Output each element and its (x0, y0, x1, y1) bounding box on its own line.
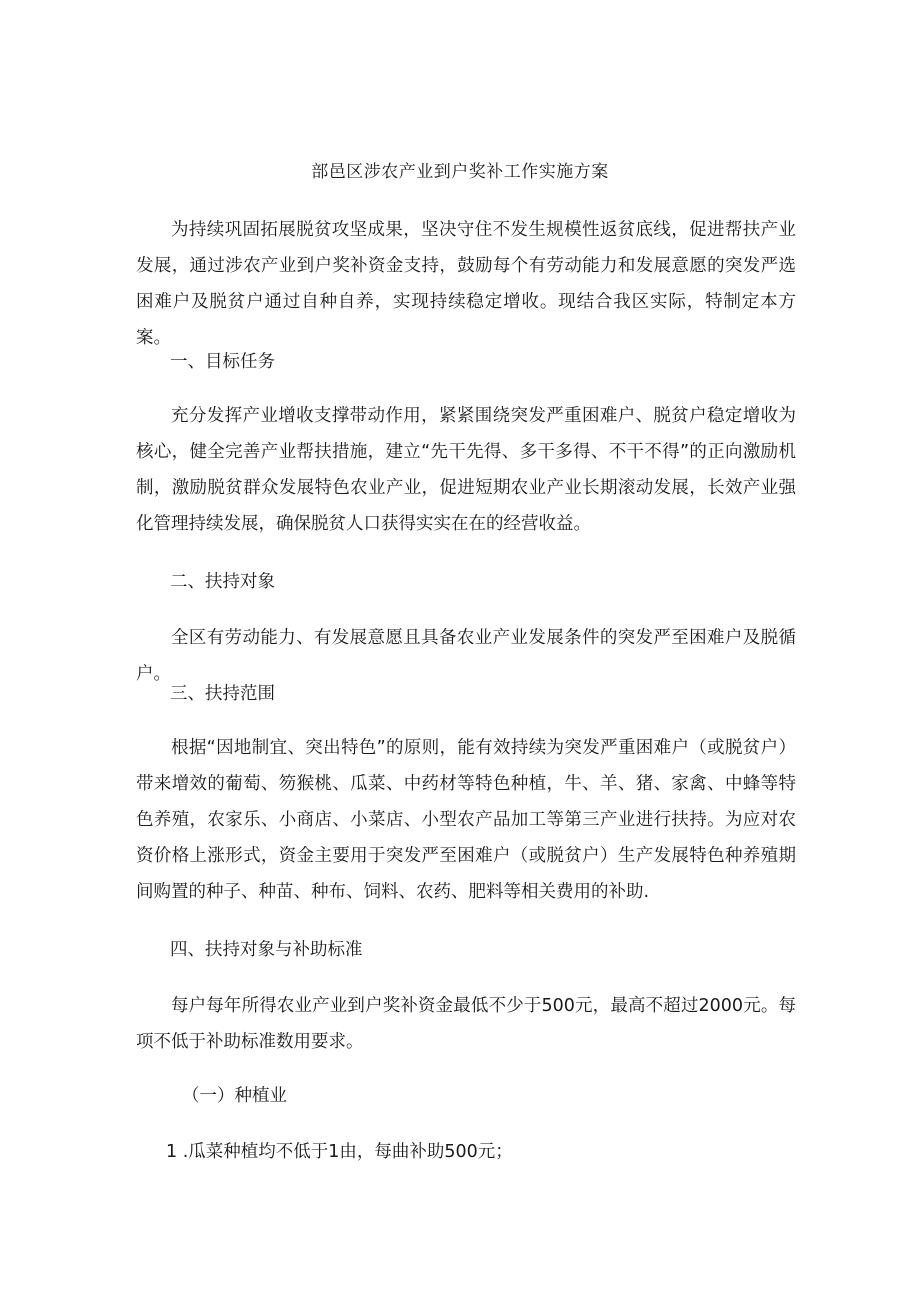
list-item-vegetables: 1 .瓜菜种植均不低于1由，每曲补助500元； (166, 1142, 513, 1162)
section-heading-targets: 二、扶持对象 (170, 572, 275, 592)
subsection-heading-planting: （一）种植业 (182, 1086, 287, 1106)
section-body-scope: 根据“因地制宜、突出特色”的原则，能有效持续为突发严重困难户（或脱贫户）带来增效的葡萄、笏猴桃、瓜菜、中药材等特色种植，牛、羊、猪、家禽、中蜂等特色养殖，农家乐、小商店、小菜店、小型农产品加工等第三产业进行扶持。为应对农资价格上涨形式，资金主要用于突发严至困难户（或脱贫户）生产发展特色种养殖期间购置的种子、种苗、种布、饲料、农药、肥料等相关费用的补助. (136, 738, 796, 902)
section-heading-goals: 一、目标任务 (170, 352, 275, 372)
section-body-standards: 每户每年所得农业产业到户奖补资金最低不少于500元，最高不超过2000元。每项不低于补助标准数用要求。 (136, 996, 796, 1052)
section-body-goals: 充分发挥产业增收支撑带动作用，紧紧围绕突发严重困难户、脱贫户稳定增收为核心，健全完善产业帮扶措施，建立“先干先得、多干多得、不干不得”的正向激励机制，激励脱贫群众发展特色农业产业，促进短期农业产业长期滚动发展，长效产业强化管理持续发展，确保脱贫人口获得实实在在的经营收益。 (136, 406, 796, 534)
section-heading-standards: 四、扶持对象与补助标准 (170, 940, 363, 960)
document-title: 部邑区涉农产业到户奖补工作实施方案 (311, 162, 609, 182)
section-body-targets: 全区有劳动能力、有发展意愿且具备农业产业发展条件的突发严至困难户及脱循户。 (136, 628, 796, 684)
section-heading-scope: 三、扶持范围 (170, 684, 275, 704)
intro-paragraph: 为持续巩固拓展脱贫攻坚成果，坚决守住不发生规模性返贫底线，促进帮扶产业发展，通过涉农产业到户奖补资金支持，鼓励每个有劳动能力和发展意愿的突发严选困难户及脱贫户通过自种自养，实现持续稳定增收。现结合我区实际，特制定本方案。 (136, 220, 796, 348)
